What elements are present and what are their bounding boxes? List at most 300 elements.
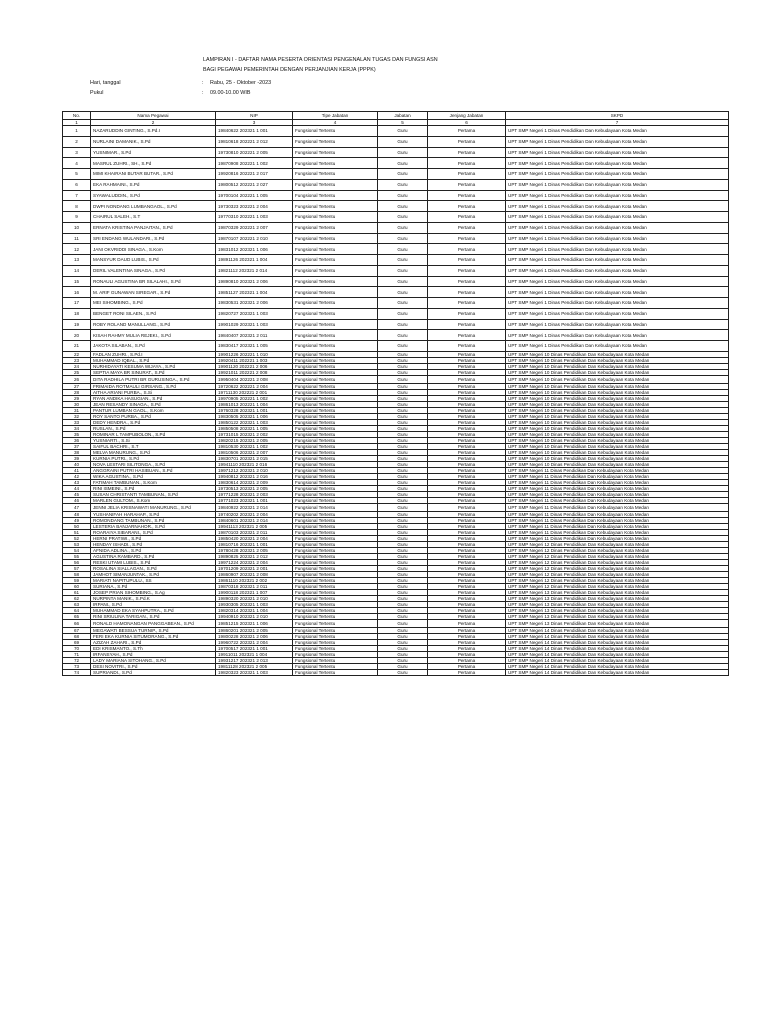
employee-name: RINI SRIULINA TARIGAN., S.Pd — [91, 613, 216, 619]
position-type: Fungsional Tertentu — [293, 319, 378, 330]
position-type: Fungsional Tertentu — [293, 663, 378, 669]
position: Guru — [378, 565, 428, 571]
employee-name: RONAULI AGUSTINA BR SILALAHI., S.Pd — [91, 276, 216, 287]
work-unit: UPT SMP Negeri 1 Dinas Pendidikan Dan Kebudayaan Kota Medan — [506, 201, 729, 212]
employee-name: ERNATA KRISTINA PANJAITAN., S.Pd — [91, 222, 216, 233]
row-number: 68 — [63, 633, 91, 639]
employee-name: AFNIDA ADLINA., S.Pd — [91, 547, 216, 553]
row-number: 36 — [63, 437, 91, 443]
employee-name: EKA RAHMAINI., S.Pd — [91, 179, 216, 190]
position-type: Fungsional Tertentu — [293, 375, 378, 383]
work-unit: UPT SMP Negeri 11 Dinas Pendidikan Dan Kebudayaan Kota Medan — [506, 517, 729, 523]
employee-nip: 19861013 202221 1 004 — [216, 401, 293, 407]
position-level: Pertama — [428, 449, 506, 455]
table-row — [63, 212, 729, 223]
position: Guru — [378, 485, 428, 491]
work-unit: UPT SMP Negeri 10 Dinas Pendidikan Dan Kebudayaan Kota Medan — [506, 419, 729, 425]
employee-name: AITHA ARIANI PURBA., S.Si — [91, 389, 216, 395]
position-type: Fungsional Tertentu — [293, 473, 378, 479]
work-unit: UPT SMP Negeri 12 Dinas Pendidikan Dan Kebudayaan Kota Medan — [506, 565, 729, 571]
employee-name: RYAN ANDIKA HASUGIAN., S.Pd — [91, 395, 216, 401]
position-level: Pertama — [428, 517, 506, 523]
position-level: Pertama — [428, 389, 506, 395]
row-number: 37 — [63, 443, 91, 449]
position-type: Fungsional Tertentu — [293, 639, 378, 645]
row-number: 71 — [63, 651, 91, 657]
work-unit: UPT SMP Negeri 11 Dinas Pendidikan Dan Kebudayaan Kota Medan — [506, 523, 729, 529]
position-type: Fungsional Tertentu — [293, 443, 378, 449]
position: Guru — [378, 651, 428, 657]
position: Guru — [378, 517, 428, 523]
employee-nip: 19971212 202321 2 010 — [216, 467, 293, 473]
position-type: Fungsional Tertentu — [293, 565, 378, 571]
employee-nip: 19830505 202321 1 006 — [216, 413, 293, 419]
participant-table — [62, 111, 729, 676]
row-number: 22 — [63, 351, 91, 357]
employee-nip: 19820727 202321 1 003 — [216, 308, 293, 319]
employee-nip: 19941113 202321 2 005 — [216, 523, 293, 529]
position-type: Fungsional Tertentu — [293, 595, 378, 601]
position-type: Fungsional Tertentu — [293, 669, 378, 675]
row-number: 18 — [63, 308, 91, 319]
employee-name: DEDY HENDRA., S.Pd — [91, 419, 216, 425]
row-number: 13 — [63, 255, 91, 266]
position-level: Pertama — [428, 497, 506, 503]
position: Guru — [378, 437, 428, 443]
employee-nip: 19891126 202321 1 004 — [216, 255, 293, 266]
employee-nip: 19850122 202321 1 003 — [216, 419, 293, 425]
position-level: Pertama — [428, 553, 506, 559]
employee-nip: 19920816 202221 2 017 — [216, 169, 293, 180]
work-unit: UPT SMP Negeri 1 Dinas Pendidikan Dan Kebudayaan Kota Medan — [506, 222, 729, 233]
employee-nip: 19860907 202321 2 008 — [216, 571, 293, 577]
position-type: Fungsional Tertentu — [293, 517, 378, 523]
position-type: Fungsional Tertentu — [293, 491, 378, 497]
row-number: 42 — [63, 473, 91, 479]
position-type: Fungsional Tertentu — [293, 425, 378, 431]
position-level: Pertama — [428, 437, 506, 443]
position-type: Fungsional Tertentu — [293, 497, 378, 503]
row-number: 20 — [63, 330, 91, 341]
column-header: Jenjang Jabatan — [428, 112, 506, 120]
position-type: Fungsional Tertentu — [293, 298, 378, 309]
position: Guru — [378, 473, 428, 479]
meta-separator: : — [202, 90, 204, 96]
position-level: Pertama — [428, 491, 506, 497]
employee-nip: 19850508 202321 1 005 — [216, 425, 293, 431]
position-level: Pertama — [428, 401, 506, 407]
employee-nip: 19771023 202321 1 001 — [216, 497, 293, 503]
work-unit: UPT SMP Negeri 1 Dinas Pendidikan Dan Kebudayaan Kota Medan — [506, 308, 729, 319]
position-type: Fungsional Tertentu — [293, 571, 378, 577]
employee-nip: 19870318 202321 2 011 — [216, 583, 293, 589]
employee-nip: 19911011 202321 1 004 — [216, 651, 293, 657]
row-number: 2 — [63, 136, 91, 147]
row-number: 16 — [63, 287, 91, 298]
position: Guru — [378, 407, 428, 413]
row-number: 46 — [63, 497, 91, 503]
position-level: Pertama — [428, 577, 506, 583]
employee-name: FADLAN ZUHRI., S.Pd.I — [91, 351, 216, 357]
position: Guru — [378, 212, 428, 223]
employee-nip: 19870107 202221 2 010 — [216, 233, 293, 244]
position-level: Pertama — [428, 583, 506, 589]
position: Guru — [378, 595, 428, 601]
position-level: Pertama — [428, 255, 506, 266]
row-number: 40 — [63, 461, 91, 467]
position: Guru — [378, 190, 428, 201]
position: Guru — [378, 425, 428, 431]
table-row — [63, 158, 729, 169]
work-unit: UPT SMP Negeri 1 Dinas Pendidikan Dan Kebudayaan Kota Medan — [506, 330, 729, 341]
employee-name: DWPI NONDANG LUMBANGAOL., S.Pd — [91, 201, 216, 212]
work-unit: UPT SMP Negeri 11 Dinas Pendidikan Dan Kebudayaan Kota Medan — [506, 479, 729, 485]
row-number: 58 — [63, 571, 91, 577]
position-type: Fungsional Tertentu — [293, 577, 378, 583]
employee-name: KISAH RAHMY MULIA REJEKI., S.Pd — [91, 330, 216, 341]
position-type: Fungsional Tertentu — [293, 589, 378, 595]
employee-name: NAZARUDDIN GINTING., S.Pd.I — [91, 126, 216, 137]
row-number: 19 — [63, 319, 91, 330]
row-number: 64 — [63, 607, 91, 613]
employee-name: PANTUR LUMBAN GAOL., S.Kom — [91, 407, 216, 413]
work-unit: UPT SMP Negeri 10 Dinas Pendidikan Dan Kebudayaan Kota Medan — [506, 443, 729, 449]
employee-name: ROSALINA SIALLAGAN., S.Pd — [91, 565, 216, 571]
row-number: 62 — [63, 595, 91, 601]
row-number: 57 — [63, 565, 91, 571]
position: Guru — [378, 503, 428, 511]
employee-name: YUSHANIFAH HARAHAP., S.Pd — [91, 511, 216, 517]
work-unit: UPT SMP Negeri 11 Dinas Pendidikan Dan Kebudayaan Kota Medan — [506, 535, 729, 541]
position-level: Pertama — [428, 212, 506, 223]
meta-label: Pukul — [90, 90, 104, 96]
employee-nip: 19820215 202321 2 005 — [216, 437, 293, 443]
employee-name: SUSAN CHRISTANTI TAMBUNAN., S.Pd — [91, 491, 216, 497]
employee-nip: 19810506 202321 2 007 — [216, 449, 293, 455]
employee-name: RONALD HAMONANGAN PANGGABEAN., S.Pd — [91, 619, 216, 627]
position: Guru — [378, 627, 428, 633]
work-unit: UPT SMP Negeri 12 Dinas Pendidikan Dan Kebudayaan Kota Medan — [506, 583, 729, 589]
work-unit: UPT SMP Negeri 11 Dinas Pendidikan Dan Kebudayaan Kota Medan — [506, 467, 729, 473]
work-unit: UPT SMP Negeri 1 Dinas Pendidikan Dan Kebudayaan Kota Medan — [506, 319, 729, 330]
row-number: 28 — [63, 389, 91, 395]
position-level: Pertama — [428, 190, 506, 201]
position-type: Fungsional Tertentu — [293, 553, 378, 559]
position: Guru — [378, 559, 428, 565]
position-type: Fungsional Tertentu — [293, 201, 378, 212]
table-row — [63, 222, 729, 233]
position-level: Pertama — [428, 627, 506, 633]
employee-nip: 19840922 202321 2 014 — [216, 503, 293, 511]
position-level: Pertama — [428, 443, 506, 449]
row-number: 48 — [63, 511, 91, 517]
position-level: Pertama — [428, 657, 506, 663]
employee-nip: 19851127 202321 1 004 — [216, 287, 293, 298]
work-unit: UPT SMP Negeri 12 Dinas Pendidikan Dan Kebudayaan Kota Medan — [506, 547, 729, 553]
position-level: Pertama — [428, 601, 506, 607]
row-number: 23 — [63, 357, 91, 363]
position-level: Pertama — [428, 645, 506, 651]
position-type: Fungsional Tertentu — [293, 265, 378, 276]
row-number: 21 — [63, 341, 91, 352]
work-unit: UPT SMP Negeri 11 Dinas Pendidikan Dan Kebudayaan Kota Medan — [506, 485, 729, 491]
position: Guru — [378, 136, 428, 147]
position-level: Pertama — [428, 541, 506, 547]
position: Guru — [378, 276, 428, 287]
position-type: Fungsional Tertentu — [293, 437, 378, 443]
position-type: Fungsional Tertentu — [293, 479, 378, 485]
position-type: Fungsional Tertentu — [293, 633, 378, 639]
employee-name: FATIMAH TAMBUNAN., S.Kom — [91, 479, 216, 485]
row-number: 67 — [63, 627, 91, 633]
row-number: 45 — [63, 491, 91, 497]
work-unit: UPT SMP Negeri 12 Dinas Pendidikan Dan Kebudayaan Kota Medan — [506, 559, 729, 565]
work-unit: UPT SMP Negeri 11 Dinas Pendidikan Dan Kebudayaan Kota Medan — [506, 491, 729, 497]
position: Guru — [378, 479, 428, 485]
employee-name: ROY SANTO PURBA., S.Pd — [91, 413, 216, 419]
position-type: Fungsional Tertentu — [293, 190, 378, 201]
employee-name: DITA RADHILA PUTRI BR GURUSINGA., S.Pd — [91, 375, 216, 383]
employee-nip: 19940910 202321 2 010 — [216, 613, 293, 619]
employee-nip: 19821112 202321 2 014 — [216, 265, 293, 276]
work-unit: UPT SMP Negeri 12 Dinas Pendidikan Dan Kebudayaan Kota Medan — [506, 541, 729, 547]
row-number: 6 — [63, 179, 91, 190]
position: Guru — [378, 357, 428, 363]
position: Guru — [378, 607, 428, 613]
work-unit: UPT SMP Negeri 10 Dinas Pendidikan Dan Kebudayaan Kota Medan — [506, 395, 729, 401]
employee-nip: 19851215 202321 1 006 — [216, 619, 293, 627]
work-unit: UPT SMP Negeri 13 Dinas Pendidikan Dan Kebudayaan Kota Medan — [506, 589, 729, 595]
position-type: Fungsional Tertentu — [293, 657, 378, 663]
table-row — [63, 319, 729, 330]
work-unit: UPT SMP Negeri 10 Dinas Pendidikan Dan Kebudayaan Kota Medan — [506, 407, 729, 413]
employee-name: SURIANA., S.Pd — [91, 583, 216, 589]
employee-nip: 19901029 202321 1 003 — [216, 319, 293, 330]
position: Guru — [378, 383, 428, 389]
position: Guru — [378, 395, 428, 401]
employee-nip: 19930305 202321 1 003 — [216, 601, 293, 607]
position-type: Fungsional Tertentu — [293, 401, 378, 407]
table-row — [63, 619, 729, 627]
position-level: Pertama — [428, 523, 506, 529]
row-number: 34 — [63, 425, 91, 431]
employee-nip: 19810716 202321 1 001 — [216, 541, 293, 547]
employee-nip: 19931217 202321 2 013 — [216, 657, 293, 663]
employee-name: JANI OKVRIDDI SINAGA., S.Kom — [91, 244, 216, 255]
work-unit: UPT SMP Negeri 11 Dinas Pendidikan Dan Kebudayaan Kota Medan — [506, 529, 729, 535]
meta-separator: : — [202, 80, 204, 86]
employee-nip: 19770310 202221 1 003 — [216, 212, 293, 223]
employee-name: RUSLAN., S.Pd — [91, 425, 216, 431]
position-type: Fungsional Tertentu — [293, 503, 378, 511]
work-unit: UPT SMP Negeri 12 Dinas Pendidikan Dan Kebudayaan Kota Medan — [506, 553, 729, 559]
column-number: 2 — [91, 120, 216, 126]
position: Guru — [378, 201, 428, 212]
work-unit: UPT SMP Negeri 1 Dinas Pendidikan Dan Kebudayaan Kota Medan — [506, 126, 729, 137]
employee-name: MEGAWATI BESSUA TURNIP., S.Pd — [91, 627, 216, 633]
position: Guru — [378, 363, 428, 369]
position-type: Fungsional Tertentu — [293, 341, 378, 352]
employee-nip: 19700517 202321 1 001 — [216, 645, 293, 651]
row-number: 54 — [63, 547, 91, 553]
position-type: Fungsional Tertentu — [293, 535, 378, 541]
row-number: 4 — [63, 158, 91, 169]
position: Guru — [378, 169, 428, 180]
employee-name: MELVA MANURUNG., S.Pd — [91, 449, 216, 455]
position: Guru — [378, 619, 428, 627]
position-type: Fungsional Tertentu — [293, 255, 378, 266]
position: Guru — [378, 571, 428, 577]
work-unit: UPT SMP Negeri 10 Dinas Pendidikan Dan Kebudayaan Kota Medan — [506, 461, 729, 467]
row-number: 55 — [63, 553, 91, 559]
row-number: 31 — [63, 407, 91, 413]
position: Guru — [378, 413, 428, 419]
table-row — [63, 330, 729, 341]
employee-nip: 19830417 202321 1 005 — [216, 341, 293, 352]
position-type: Fungsional Tertentu — [293, 583, 378, 589]
position: Guru — [378, 583, 428, 589]
position: Guru — [378, 443, 428, 449]
position-level: Pertama — [428, 244, 506, 255]
employee-name: ROMONDANG TAMBUNAN., S.Pd — [91, 517, 216, 523]
position: Guru — [378, 645, 428, 651]
position: Guru — [378, 511, 428, 517]
position-level: Pertama — [428, 179, 506, 190]
employee-nip: 19870908 202221 1 002 — [216, 158, 293, 169]
employee-name: MASRUL ZUHRI., SH., S.Pd — [91, 158, 216, 169]
position-type: Fungsional Tertentu — [293, 651, 378, 657]
table-row — [63, 503, 729, 511]
work-unit: UPT SMP Negeri 13 Dinas Pendidikan Dan Kebudayaan Kota Medan — [506, 619, 729, 627]
row-number: 43 — [63, 479, 91, 485]
work-unit: UPT SMP Negeri 14 Dinas Pendidikan Dan Kebudayaan Kota Medan — [506, 627, 729, 633]
meta-time-row — [90, 88, 271, 98]
employee-nip: 19811128 202321 2 005 — [216, 663, 293, 669]
position-type: Fungsional Tertentu — [293, 136, 378, 147]
position-type: Fungsional Tertentu — [293, 431, 378, 437]
work-unit: UPT SMP Negeri 1 Dinas Pendidikan Dan Kebudayaan Kota Medan — [506, 169, 729, 180]
work-unit: UPT SMP Negeri 14 Dinas Pendidikan Dan Kebudayaan Kota Medan — [506, 663, 729, 669]
work-unit: UPT SMP Negeri 10 Dinas Pendidikan Dan Kebudayaan Kota Medan — [506, 375, 729, 383]
employee-nip: 19730323 202221 2 004 — [216, 201, 293, 212]
position-level: Pertama — [428, 265, 506, 276]
position-level: Pertama — [428, 639, 506, 645]
work-unit: UPT SMP Negeri 11 Dinas Pendidikan Dan Kebudayaan Kota Medan — [506, 511, 729, 517]
employee-name: ROBY ROLAND MANULLANG., S.Pd — [91, 319, 216, 330]
employee-nip: 19840407 202321 2 011 — [216, 330, 293, 341]
employee-name: MUHAMMAD EKA SYAHPUTRA., S.Pd — [91, 607, 216, 613]
employee-name: SYAWALUDDIN., S.Pd — [91, 190, 216, 201]
position-level: Pertama — [428, 308, 506, 319]
position-level: Pertama — [428, 276, 506, 287]
table-row — [63, 287, 729, 298]
row-number: 65 — [63, 613, 91, 619]
employee-name: SUPRIANDI., S.Pd — [91, 669, 216, 675]
meta-label: Hari, tanggal — [90, 80, 121, 86]
work-unit: UPT SMP Negeri 1 Dinas Pendidikan Dan Kebudayaan Kota Medan — [506, 212, 729, 223]
position: Guru — [378, 535, 428, 541]
position-type: Fungsional Tertentu — [293, 179, 378, 190]
work-unit: UPT SMP Negeri 10 Dinas Pendidikan Dan Kebudayaan Kota Medan — [506, 357, 729, 363]
position-level: Pertama — [428, 529, 506, 535]
employee-name: YUSNIARTI., S.Si — [91, 437, 216, 443]
employee-name: RESKI UTAMI LUBIS., S.Pd — [91, 559, 216, 565]
row-number: 74 — [63, 669, 91, 675]
employee-name: DERIL VALENTINA SINAGA., S.Pd — [91, 265, 216, 276]
position: Guru — [378, 601, 428, 607]
employee-nip: 19810530 202321 1 002 — [216, 443, 293, 449]
employee-nip: 19720622 202221 2 004 — [216, 383, 293, 389]
employee-nip: 19800512 202221 2 027 — [216, 179, 293, 190]
employee-nip: 19840622 202321 1 001 — [216, 126, 293, 137]
position-level: Pertama — [428, 607, 506, 613]
employee-name: WIKA AGUSTINA., S.Pd — [91, 473, 216, 479]
row-number: 1 — [63, 126, 91, 137]
row-number: 26 — [63, 375, 91, 383]
position-level: Pertama — [428, 633, 506, 639]
employee-nip: 19730810 202221 2 005 — [216, 147, 293, 158]
position: Guru — [378, 233, 428, 244]
employee-name: JAKOTA SILABAN., S.Pd — [91, 341, 216, 352]
employee-nip: 19870329 202221 2 007 — [216, 222, 293, 233]
position-type: Fungsional Tertentu — [293, 222, 378, 233]
employee-name: MANSYUR DAUD LUBIS., S.Pd — [91, 255, 216, 266]
employee-name: LESTERIA BANJARNAHOR., S.Pd — [91, 523, 216, 529]
position-type: Fungsional Tertentu — [293, 407, 378, 413]
column-number: 1 — [63, 120, 91, 126]
position-level: Pertama — [428, 559, 506, 565]
employee-nip: 19890810 202321 2 006 — [216, 276, 293, 287]
column-header: Jabatan — [378, 112, 428, 120]
position-type: Fungsional Tertentu — [293, 351, 378, 357]
position-level: Pertama — [428, 565, 506, 571]
position-level: Pertama — [428, 547, 506, 553]
position-level: Pertama — [428, 369, 506, 375]
employee-name: SEPTIA MAYA BR SINURAT., S.Pd — [91, 369, 216, 375]
position: Guru — [378, 589, 428, 595]
row-number: 47 — [63, 503, 91, 511]
row-number: 11 — [63, 233, 91, 244]
position-type: Fungsional Tertentu — [293, 627, 378, 633]
employee-nip: 19740202 202321 2 004 — [216, 511, 293, 517]
work-unit: UPT SMP Negeri 14 Dinas Pendidikan Dan Kebudayaan Kota Medan — [506, 633, 729, 639]
position: Guru — [378, 351, 428, 357]
position: Guru — [378, 287, 428, 298]
position: Guru — [378, 613, 428, 619]
row-number: 60 — [63, 583, 91, 589]
work-unit: UPT SMP Negeri 10 Dinas Pendidikan Dan Kebudayaan Kota Medan — [506, 413, 729, 419]
position-type: Fungsional Tertentu — [293, 212, 378, 223]
employee-name: CHAIRUL SALEH., S.T — [91, 212, 216, 223]
employee-name: NOVA LESTARI SILITONGA., S.Pd — [91, 461, 216, 467]
position-type: Fungsional Tertentu — [293, 287, 378, 298]
position: Guru — [378, 126, 428, 137]
position-type: Fungsional Tertentu — [293, 529, 378, 535]
position: Guru — [378, 179, 428, 190]
employee-nip: 19711130 202221 2 001 — [216, 389, 293, 395]
position-type: Fungsional Tertentu — [293, 419, 378, 425]
work-unit: UPT SMP Negeri 1 Dinas Pendidikan Dan Kebudayaan Kota Medan — [506, 179, 729, 190]
position-type: Fungsional Tertentu — [293, 511, 378, 517]
row-number: 41 — [63, 467, 91, 473]
position-level: Pertama — [428, 479, 506, 485]
work-unit: UPT SMP Negeri 13 Dinas Pendidikan Dan Kebudayaan Kota Medan — [506, 595, 729, 601]
employee-name: FRIMAIDA ROTMAULI GIRSANG., S.Pd — [91, 383, 216, 389]
position: Guru — [378, 298, 428, 309]
position-level: Pertama — [428, 147, 506, 158]
position: Guru — [378, 401, 428, 407]
employee-nip: 19810618 202221 2 012 — [216, 136, 293, 147]
